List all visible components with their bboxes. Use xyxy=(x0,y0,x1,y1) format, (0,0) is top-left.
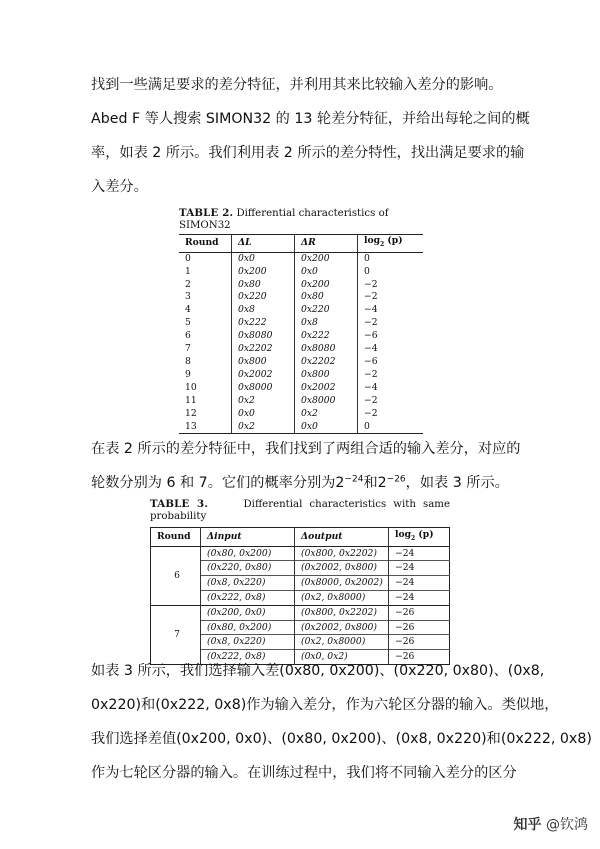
table-header-row xyxy=(179,235,423,253)
table-row: 1 0x200 0x0 0 xyxy=(179,266,423,279)
text-line: 入差分。 xyxy=(91,179,148,195)
col-header-delta-output: Δoutput xyxy=(295,528,389,547)
table-row: 13 0x2 0x0 0 xyxy=(179,421,423,434)
table-row: 4 0x8 0x220 −4 xyxy=(179,304,423,317)
table-header-row xyxy=(151,528,450,547)
table-row: 8 0x800 0x2202 −6 xyxy=(179,356,423,369)
table-3-caption-text: Differential characteristics with same probability xyxy=(150,499,450,522)
text-line: 在表 2 所示的差分特征中，我们找到了两组合适的输入差分，对应的 xyxy=(91,441,521,457)
table-row: (0x222, 0x8) (0x2, 0x8000) −24 xyxy=(151,591,450,606)
table-row: (0x8, 0x220) (0x2, 0x8000) −26 xyxy=(151,635,450,650)
text-line: 如表 3 所示，我们选择输入差(0x80, 0x200)、(0x220, 0x80)、(0x8, xyxy=(91,663,545,679)
table-2-grid xyxy=(179,234,423,434)
col-header-round: Round xyxy=(151,528,201,547)
table-3-grid xyxy=(150,527,450,665)
table-row: 6 (0x80, 0x200) (0x800, 0x2202) −24 xyxy=(151,546,450,561)
table-row: (0x220, 0x80) (0x2002, 0x800) −24 xyxy=(151,561,450,576)
text-line-with-exponents: 轮数分别为 6 和 7。它们的概率分别为$2^{-24}$和$2^{-26}$，如表 3 所示。 xyxy=(91,474,509,491)
table-2 xyxy=(179,207,423,434)
watermark-user: @钦鸿 xyxy=(546,817,588,833)
table-row: (0x80, 0x200) (0x2002, 0x800) −26 xyxy=(151,620,450,635)
table-row: (0x8, 0x220) (0x8000, 0x2002) −24 xyxy=(151,576,450,591)
zhihu-watermark xyxy=(514,814,588,834)
text-line: 找到一些满足要求的差分特征，并利用其来比较输入差分的影响。 xyxy=(91,77,503,93)
table-3 xyxy=(150,498,450,665)
paragraph-abed xyxy=(91,102,530,204)
table-row: 7 0x2202 0x8080 −4 xyxy=(179,343,423,356)
table-row: (0x222, 0x8) (0x0, 0x2) −26 xyxy=(151,650,450,665)
table-row: 10 0x8000 0x2002 −4 xyxy=(179,382,423,395)
table-row: 2 0x80 0x200 −2 xyxy=(179,279,423,292)
table-row: 9 0x2002 0x800 −2 xyxy=(179,369,423,382)
round-cell: 6 xyxy=(174,569,180,581)
table-row: 7 (0x200, 0x0) (0x800, 0x2202) −26 xyxy=(151,605,450,620)
watermark-site: 知乎 xyxy=(513,817,542,833)
paragraph-intro xyxy=(91,68,521,102)
table-row: 5 0x222 0x8 −2 xyxy=(179,317,423,330)
table-row: 11 0x2 0x8000 −2 xyxy=(179,395,423,408)
col-header-logp: $\log_2 (p)$ xyxy=(389,528,450,547)
round-cell: 7 xyxy=(151,605,201,664)
table-2-label: TABLE 2. xyxy=(179,207,234,219)
table-3-label: TABLE 3. xyxy=(150,498,209,510)
table-3-caption xyxy=(150,498,450,523)
col-header-round: Round xyxy=(179,235,232,253)
col-header-delta-r: ΔR xyxy=(295,235,358,253)
paragraph-selection xyxy=(91,654,592,790)
text-line: 作为七轮区分器的输入。在训练过程中，我们将不同输入差分的区分 xyxy=(91,765,517,781)
paragraph-two-groups xyxy=(91,432,521,500)
text-line: 我们选择差值(0x200, 0x0)、(0x80, 0x200)、(0x8, 0x220)和(0x222, 0x8) xyxy=(91,731,592,747)
table-row: 0 0x0 0x200 0 xyxy=(179,252,423,265)
table-row: 6 0x8080 0x222 −6 xyxy=(179,330,423,343)
table-2-caption-text: Differential characteristics of SIMON32 xyxy=(179,208,389,231)
table-row: 3 0x220 0x80 −2 xyxy=(179,291,423,304)
text-line: 0x220)和(0x222, 0x8)作为输入差分，作为六轮区分器的输入。类似地， xyxy=(91,697,559,713)
text-line: Abed F 等人搜索 SIMON32 的 13 轮差分特征，并给出每轮之间的概 xyxy=(91,111,530,127)
table-row: 12 0x0 0x2 −2 xyxy=(179,408,423,421)
col-header-logp: $\log_2 (p)$ xyxy=(358,235,424,253)
col-header-delta-l: ΔL xyxy=(232,235,295,253)
table-2-caption xyxy=(179,207,423,232)
exponent: −26 xyxy=(386,474,406,485)
text-line: 率，如表 2 所示。我们利用表 2 所示的差分特性，找出满足要求的输 xyxy=(91,145,525,161)
col-header-delta-input: Δinput xyxy=(201,528,295,547)
exponent: −24 xyxy=(344,474,364,485)
